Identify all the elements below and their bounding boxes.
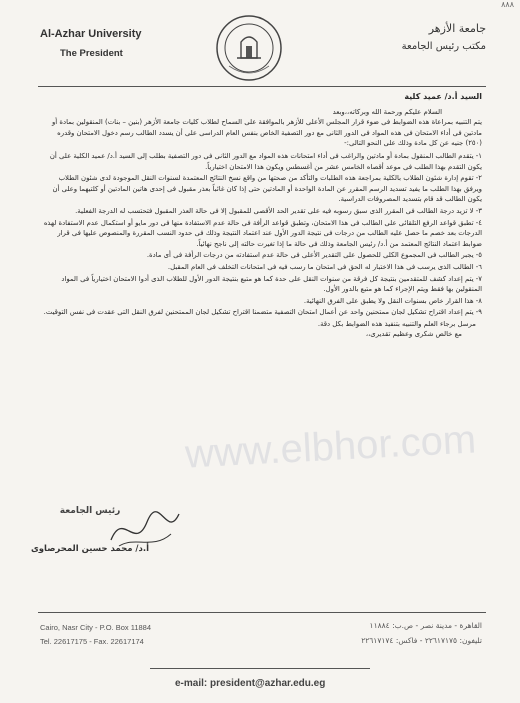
rules-list bbox=[40, 151, 482, 318]
university-name-en: Al-Azhar University bbox=[40, 28, 142, 40]
header-english bbox=[40, 28, 141, 59]
header-divider bbox=[38, 86, 486, 87]
footer-english bbox=[40, 621, 151, 649]
corner-mark: ٨٨٨ bbox=[501, 0, 514, 9]
office-name-ar: مكتب رئيس الجامعة bbox=[401, 41, 486, 52]
signatory-name: أ.د/ محمد حسين المحرصاوى bbox=[30, 544, 150, 554]
office-name-en: The President bbox=[60, 48, 123, 59]
footer-arabic bbox=[361, 618, 482, 648]
watermark: www.elbhor.com bbox=[184, 417, 478, 477]
letter-body bbox=[40, 92, 482, 340]
signature-block bbox=[10, 506, 170, 554]
signatory-title: رئيس الجامعة bbox=[59, 506, 121, 516]
email-divider bbox=[150, 668, 370, 669]
intro-paragraph: يتم التنبيه بمراعاة هذه الضوابط فى ضوء قرار المجلس الأعلى للأزهر بالموافقة على السماح لطلاب كليات جامعة الأزهر (بنين – بنات) المنقولين بمادة أو مادتين فى أداء الامتحان فى هذه المواد فى الدور الثانى مع دور التصفية الخاص بنفس العام الدراسى على أن يسدد الطالب رسم دخول الامتحان وقدره (٢٥٠) جنيه عن كل مادة وذلك على النحو التالى:- bbox=[51, 118, 482, 148]
rule-item: ١- يتقدم الطالب المنقول بمادة أو مادتين والراغب فى أداء امتحانات هذه المواد مع الدور الثانى فى دور التصفية بطلب إلى السيد أ.د/ عميد الكلية على أن يكون التقدم بهذا الطلب فى موعد أقصاه الخامس عشر من أغسطس ويكون هذا الامتحان اختيارياً. bbox=[49, 151, 482, 171]
rule-item: ٨- هذا القرار خاص بسنوات النقل ولا يطبق على الفرق النهائية. bbox=[303, 296, 482, 305]
phone-ar: تليفون: ٢٢٦١٧١٧٥ - فاكس: ٢٢٦١٧١٧٤ bbox=[361, 636, 482, 645]
phone-en: Tel. 22617175 - Fax. 22617174 bbox=[40, 637, 144, 646]
university-seal-logo bbox=[215, 14, 283, 82]
rule-item: ٤- تطبق قواعد الرفع التلقائى على الطالب فى هذا الامتحان، وتطبق قواعد الرأفة فى حالة عدم الاستفادة منها فى دور مايو أو استكمال عدم الاستفادة لهذه الدرجات بعد خصم ما حصل عليه الطالب من درجات فى نتيجة الدور الأول عند اعتماد النتيجة وذلك فى حدود النسب المقررة والمنصوص عليها فى قرار ضوابط اعتماد النتائج المعتمد من أ.د/ رئيس الجامعة وذلك فى حالة ما إذا تغيرت حالته إلى ناجح نهائياً. bbox=[43, 218, 482, 248]
closing-regards: مع خالص شكرى وعظيم تقديرى،، bbox=[365, 330, 462, 339]
closing-request: مرسل برجاء العلم والتنبيه بتنفيذ هذه الضوابط بكل دقة. bbox=[317, 319, 476, 328]
rule-item: ٦- الطالب الذى يرسب فى هذا الاختبار له الحق فى امتحان ما رسب فيه فى امتحانات التخلف فى العام المقبل. bbox=[167, 262, 482, 271]
rule-item: ٩- يتم إعداد اقتراح تشكيل لجان ممتحنين واحد عن أعمال امتحان التصفية متضمنا اقتراح تشكيل لجان الممتحنين لفرق النقل التى عقدت فى نفس التوقيت. bbox=[43, 308, 482, 317]
address-ar: القاهرة - مدينة نصر - ص.ب: ١١٨٨٤ bbox=[369, 621, 482, 630]
address-en: Cairo, Nasr City - P.O. Box 11884 bbox=[40, 623, 152, 632]
email-address[interactable]: e-mail: president@azhar.edu.eg bbox=[175, 678, 326, 689]
university-name-ar: جامعة الأزهر bbox=[428, 22, 486, 35]
header-arabic bbox=[402, 22, 486, 52]
footer-divider bbox=[38, 612, 486, 613]
greeting: السلام عليكم ورحمة الله وبركاته،،وبعد bbox=[332, 107, 442, 116]
addressee: السيد أ.د/ عميد كلية bbox=[404, 92, 482, 101]
rule-item: ٣- لا تزيد درجة الطالب فى المقرر الذى سبق رسوبه فيه على تقدير الحد الأقصى للمقبول إلا فى حالة العذر المقبول فتحتسب له الدرجة الفعلية. bbox=[75, 206, 482, 215]
rule-item: ٧- يتم إعداد كشف للمتقدمين بنتيجة كل فرقة من سنوات النقل على حدة كما هو متبع بنتيجة الدور الأول للطلاب الذى أدوا الامتحان اختيارياً فى المواد المنقولين بها فقط ويتم الإجراء كما هو متبع بالدور الأول. bbox=[61, 274, 482, 294]
rule-item: ٢- تقوم إدارة شئون الطلاب بالكلية بمراجعة هذه الطلبات والتأكد من صحتها من واقع نسخ النتائج المعتمدة لسنوات النقل الموجودة لدى شئون الطلاب ويرفق بهذا الطلب ما يفيد تسديد الرسم المقرر عن المادة الواحدة أو المادتين حتى إذا كان غائباً بعذر مقبول فى إحدى هاتين المادتين أو كلتيهما وعلى أن يكون الطالب قد قام بتسديد المصروفات الدراسية. bbox=[52, 174, 482, 204]
rule-item: ٥- يجبر الطالب فى المجموع الكلى للحصول على التقدير الأعلى فى حالة عدم استفادته من درجات الرأفة فى أى مادة. bbox=[146, 251, 482, 260]
